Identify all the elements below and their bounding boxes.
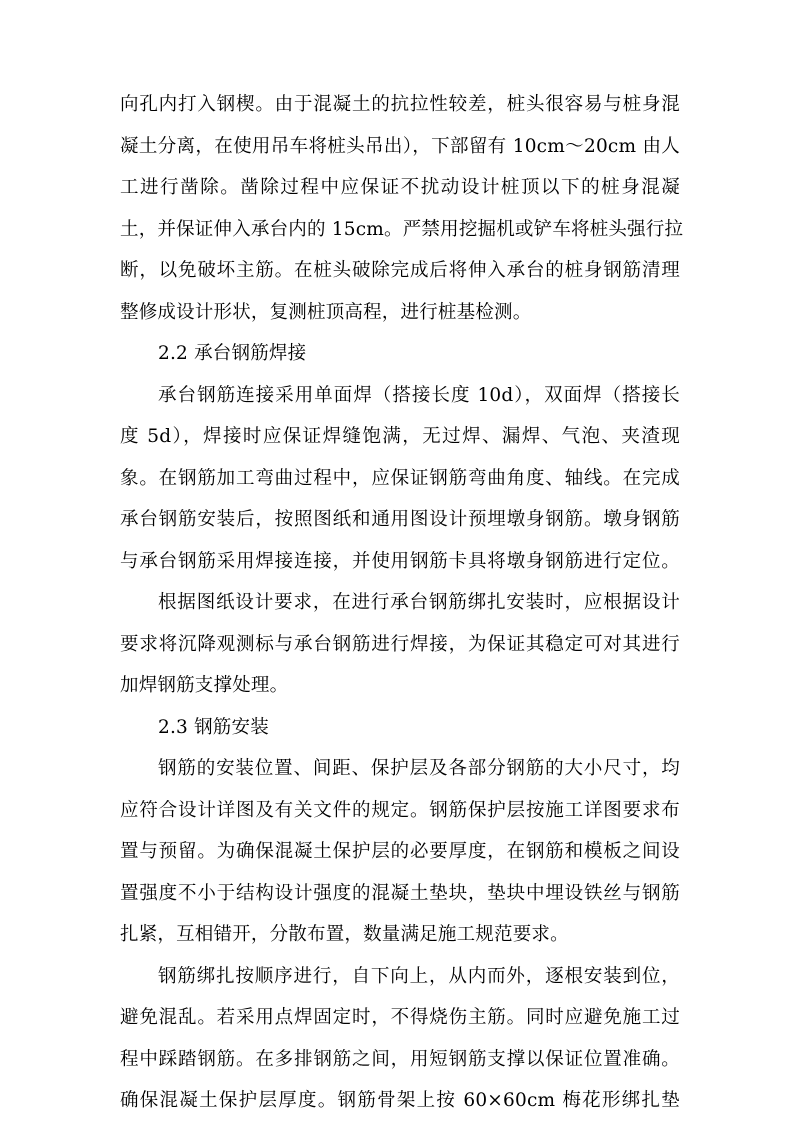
paragraph-line: 置与预留。为确保混凝土保护层的必要厚度，在钢筋和模板之间设	[120, 841, 680, 862]
paragraph-line: 置强度不小于结构设计强度的混凝土垫块，垫块中埋设铁丝与钢筋	[120, 882, 680, 904]
paragraph-line: 钢筋绑扎按顺序进行，自下向上，从内而外，逐根安装到位，	[158, 965, 680, 987]
paragraph-line: 根据图纸设计要求，在进行承台钢筋绑扎安装时，应根据设计	[158, 592, 680, 613]
paragraph-line: 工进行凿除。凿除过程中应保证不扰动设计桩顶以下的桩身混凝	[120, 177, 680, 198]
paragraph-line: 承台钢筋安装后，按照图纸和通用图设计预埋墩身钢筋。墩身钢筋	[120, 509, 680, 530]
paragraph-line: 扎紧，互相错开，分散布置，数量满足施工规范要求。	[120, 924, 569, 945]
paragraph-line: 确保混凝土保护层厚度。钢筋骨架上按 60×60cm 梅花形绑扎垫	[120, 1090, 680, 1111]
paragraph-line: 断，以免破坏主筋。在桩头破除完成后将伸入承台的桩身钢筋清理	[120, 260, 680, 281]
paragraph-line: 应符合设计详图及有关文件的规定。钢筋保护层按施工详图要求布	[120, 799, 680, 821]
paragraph-line: 程中踩踏钢筋。在多排钢筋之间，用短钢筋支撑以保证位置准确。	[120, 1048, 680, 1070]
paragraph-line: 钢筋的安装位置、间距、保护层及各部分钢筋的大小尺寸，均	[158, 758, 680, 779]
paragraph-line: 加焊钢筋支撑处理。	[120, 675, 289, 696]
paragraph-line: 向孔内打入钢楔。由于混凝土的抗拉性较差，桩头很容易与桩身混	[120, 94, 680, 115]
section-heading: 2.3 钢筋安装	[158, 716, 269, 738]
document-body	[120, 84, 684, 1122]
paragraph-line: 土，并保证伸入承台内的 15cm。严禁用挖掘机或铲车将桩头强行拉	[120, 218, 684, 240]
paragraph-line: 象。在钢筋加工弯曲过程中，应保证钢筋弯曲角度、轴线。在完成	[120, 467, 680, 489]
paragraph-line: 与承台钢筋采用焊接连接，并使用钢筋卡具将墩身钢筋进行定位。	[120, 550, 680, 572]
paragraph-line: 承台钢筋连接采用单面焊（搭接长度 10d），双面焊（搭接长	[158, 384, 680, 406]
paragraph-line: 凝土分离，在使用吊车将桩头吊出），下部留有 10cm～20cm 由人	[120, 135, 680, 157]
paragraph-line: 要求将沉降观测标与承台钢筋进行焊接，为保证其稳定可对其进行	[120, 633, 680, 655]
paragraph-line: 度 5d），焊接时应保证焊缝饱满，无过焊、漏焊、气泡、夹渣现	[120, 426, 680, 447]
paragraph-line: 避免混乱。若采用点焊固定时，不得烧伤主筋。同时应避免施工过	[120, 1007, 680, 1028]
section-heading: 2.2 承台钢筋焊接	[158, 343, 307, 364]
paragraph-line: 整修成设计形状，复测桩顶高程，进行桩基检测。	[120, 301, 532, 323]
